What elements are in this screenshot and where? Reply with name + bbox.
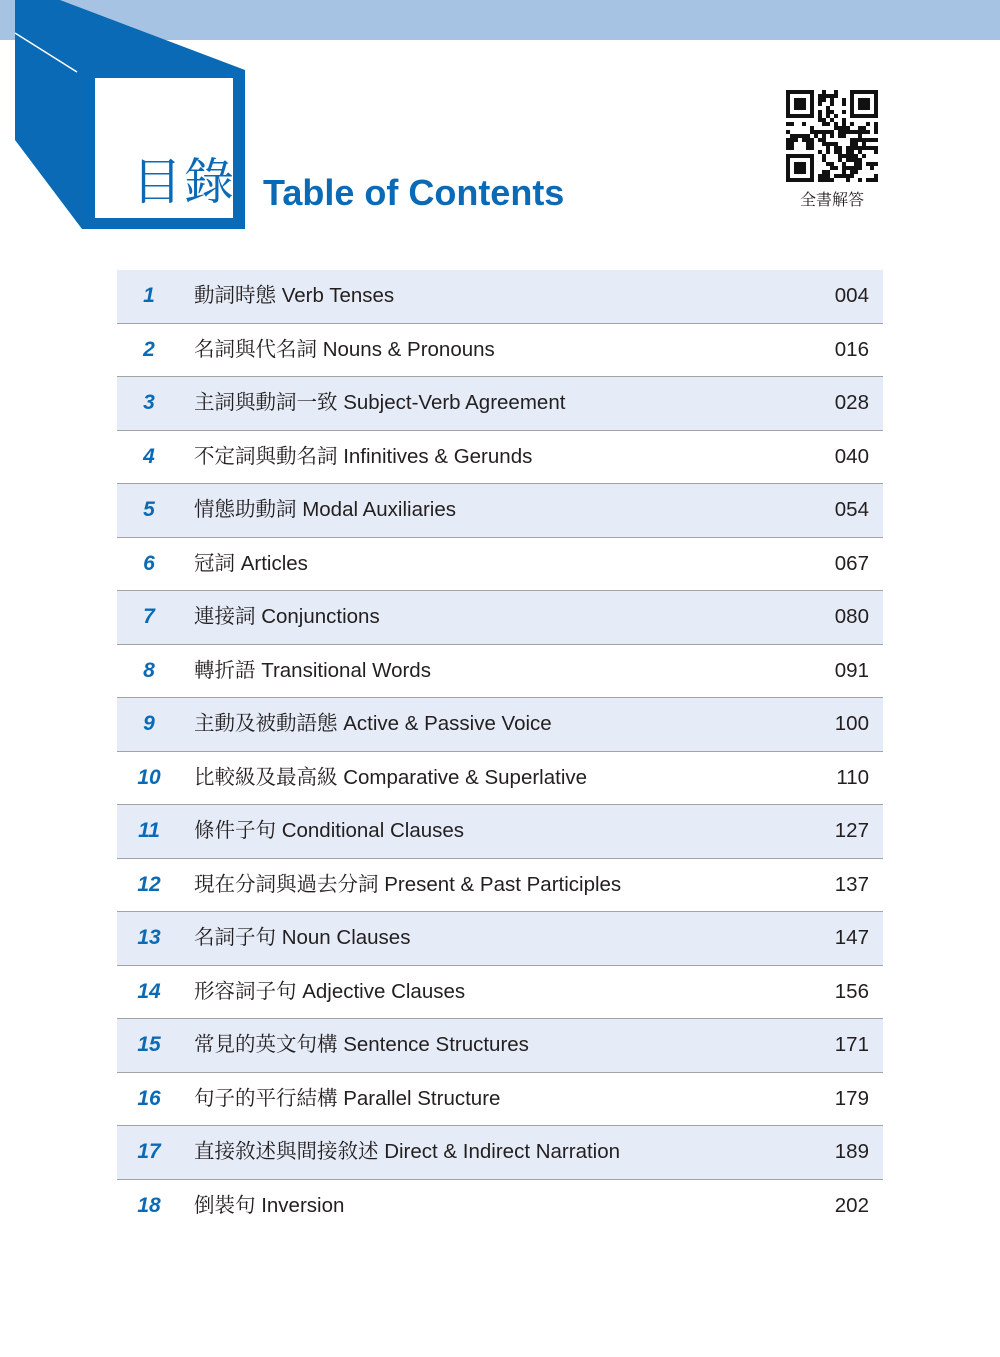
toc-row[interactable]: [117, 484, 883, 538]
chapter-number: 12: [137, 872, 161, 896]
page-number: 147: [834, 926, 869, 949]
toc-row[interactable]: [117, 324, 883, 378]
page-number: 156: [834, 979, 869, 1003]
chapter-title: 主動及被動語態 Active & Passive Voice: [194, 712, 552, 735]
toc-row[interactable]: [117, 431, 883, 485]
page-number: 202: [834, 1193, 869, 1217]
qr-caption: 全書解答: [799, 190, 864, 209]
chapter-number: 15: [137, 1033, 161, 1056]
chapter-number: 9: [143, 712, 155, 735]
chapter-title: 比較級及最高級 Comparative & Superlative: [194, 765, 588, 789]
page-number: 179: [834, 1086, 869, 1110]
page-number: 100: [834, 712, 869, 735]
chapter-title: 情態助動詞 Modal Auxiliaries: [194, 498, 457, 521]
chapter-number: 7: [143, 605, 155, 628]
page-number: 091: [834, 658, 869, 682]
chapter-number: 5: [143, 498, 155, 521]
page-number: 004: [834, 284, 869, 307]
toc-row[interactable]: [117, 538, 883, 592]
toc-row[interactable]: [117, 859, 883, 913]
page-number: 189: [834, 1140, 869, 1163]
chapter-number: 4: [143, 444, 155, 468]
chapter-title: 現在分詞與過去分詞 Present & Past Participles: [194, 872, 622, 896]
toc-row[interactable]: [117, 591, 883, 645]
page-number: 080: [834, 605, 869, 628]
qr-code-icon[interactable]: [786, 90, 878, 182]
chapter-title: 轉折語 Transitional Words: [194, 658, 431, 682]
chapter-number: 10: [137, 765, 161, 789]
page-number: 067: [834, 551, 869, 575]
chapter-title: 倒裝句 Inversion: [194, 1193, 345, 1217]
chapter-number: 18: [137, 1193, 161, 1217]
toc-row[interactable]: [117, 752, 883, 806]
toc-row[interactable]: [117, 645, 883, 699]
chapter-number: 14: [137, 979, 161, 1003]
chapter-title: 直接敘述與間接敘述 Direct & Indirect Narration: [194, 1140, 621, 1163]
chapter-number: 1: [143, 284, 155, 307]
toc-row[interactable]: [117, 966, 883, 1020]
page-number: 040: [834, 444, 869, 468]
toc-row[interactable]: [117, 698, 883, 752]
chapter-title: 冠詞 Articles: [194, 551, 308, 575]
page-title-english: Table of Contents: [263, 172, 565, 213]
page-number: 171: [834, 1033, 869, 1056]
page-number: 028: [834, 391, 869, 414]
chapter-number: 3: [143, 391, 155, 414]
chapter-number: 2: [143, 337, 155, 361]
toc-row[interactable]: [117, 377, 883, 431]
chapter-number: 17: [137, 1140, 161, 1163]
chapter-number: 13: [137, 926, 161, 949]
chapter-title: 動詞時態 Verb Tenses: [194, 284, 395, 307]
toc-row[interactable]: [117, 1180, 883, 1233]
chapter-title: 主詞與動詞一致 Subject-Verb Agreement: [194, 391, 566, 414]
page-number: 137: [834, 872, 869, 896]
chapter-title: 不定詞與動名詞 Infinitives & Gerunds: [194, 444, 533, 468]
page-title-chinese: 目錄: [132, 153, 236, 211]
toc-row[interactable]: [117, 912, 883, 966]
chapter-number: 8: [143, 658, 155, 682]
chapter-title: 名詞與代名詞 Nouns & Pronouns: [194, 337, 495, 361]
chapter-title: 句子的平行結構 Parallel Structure: [194, 1086, 501, 1110]
page-number: 016: [834, 337, 869, 361]
toc-list: [117, 270, 883, 1232]
toc-row[interactable]: [117, 805, 883, 859]
page-number: 054: [834, 498, 869, 521]
chapter-title: 條件子句 Conditional Clauses: [194, 819, 465, 842]
page-number: 110: [836, 765, 869, 789]
toc-row[interactable]: [117, 270, 883, 324]
chapter-title: 名詞子句 Noun Clauses: [194, 926, 411, 949]
chapter-title: 連接詞 Conjunctions: [194, 605, 380, 628]
chapter-title: 常見的英文句構 Sentence Structures: [194, 1033, 529, 1056]
chapter-number: 6: [143, 551, 155, 575]
toc-row[interactable]: [117, 1073, 883, 1127]
toc-row[interactable]: [117, 1126, 883, 1180]
page-number: 127: [834, 819, 869, 842]
chapter-number: 16: [137, 1086, 161, 1110]
chapter-title: 形容詞子句 Adjective Clauses: [194, 979, 466, 1003]
chapter-number: 11: [138, 819, 160, 842]
toc-row[interactable]: [117, 1019, 883, 1073]
